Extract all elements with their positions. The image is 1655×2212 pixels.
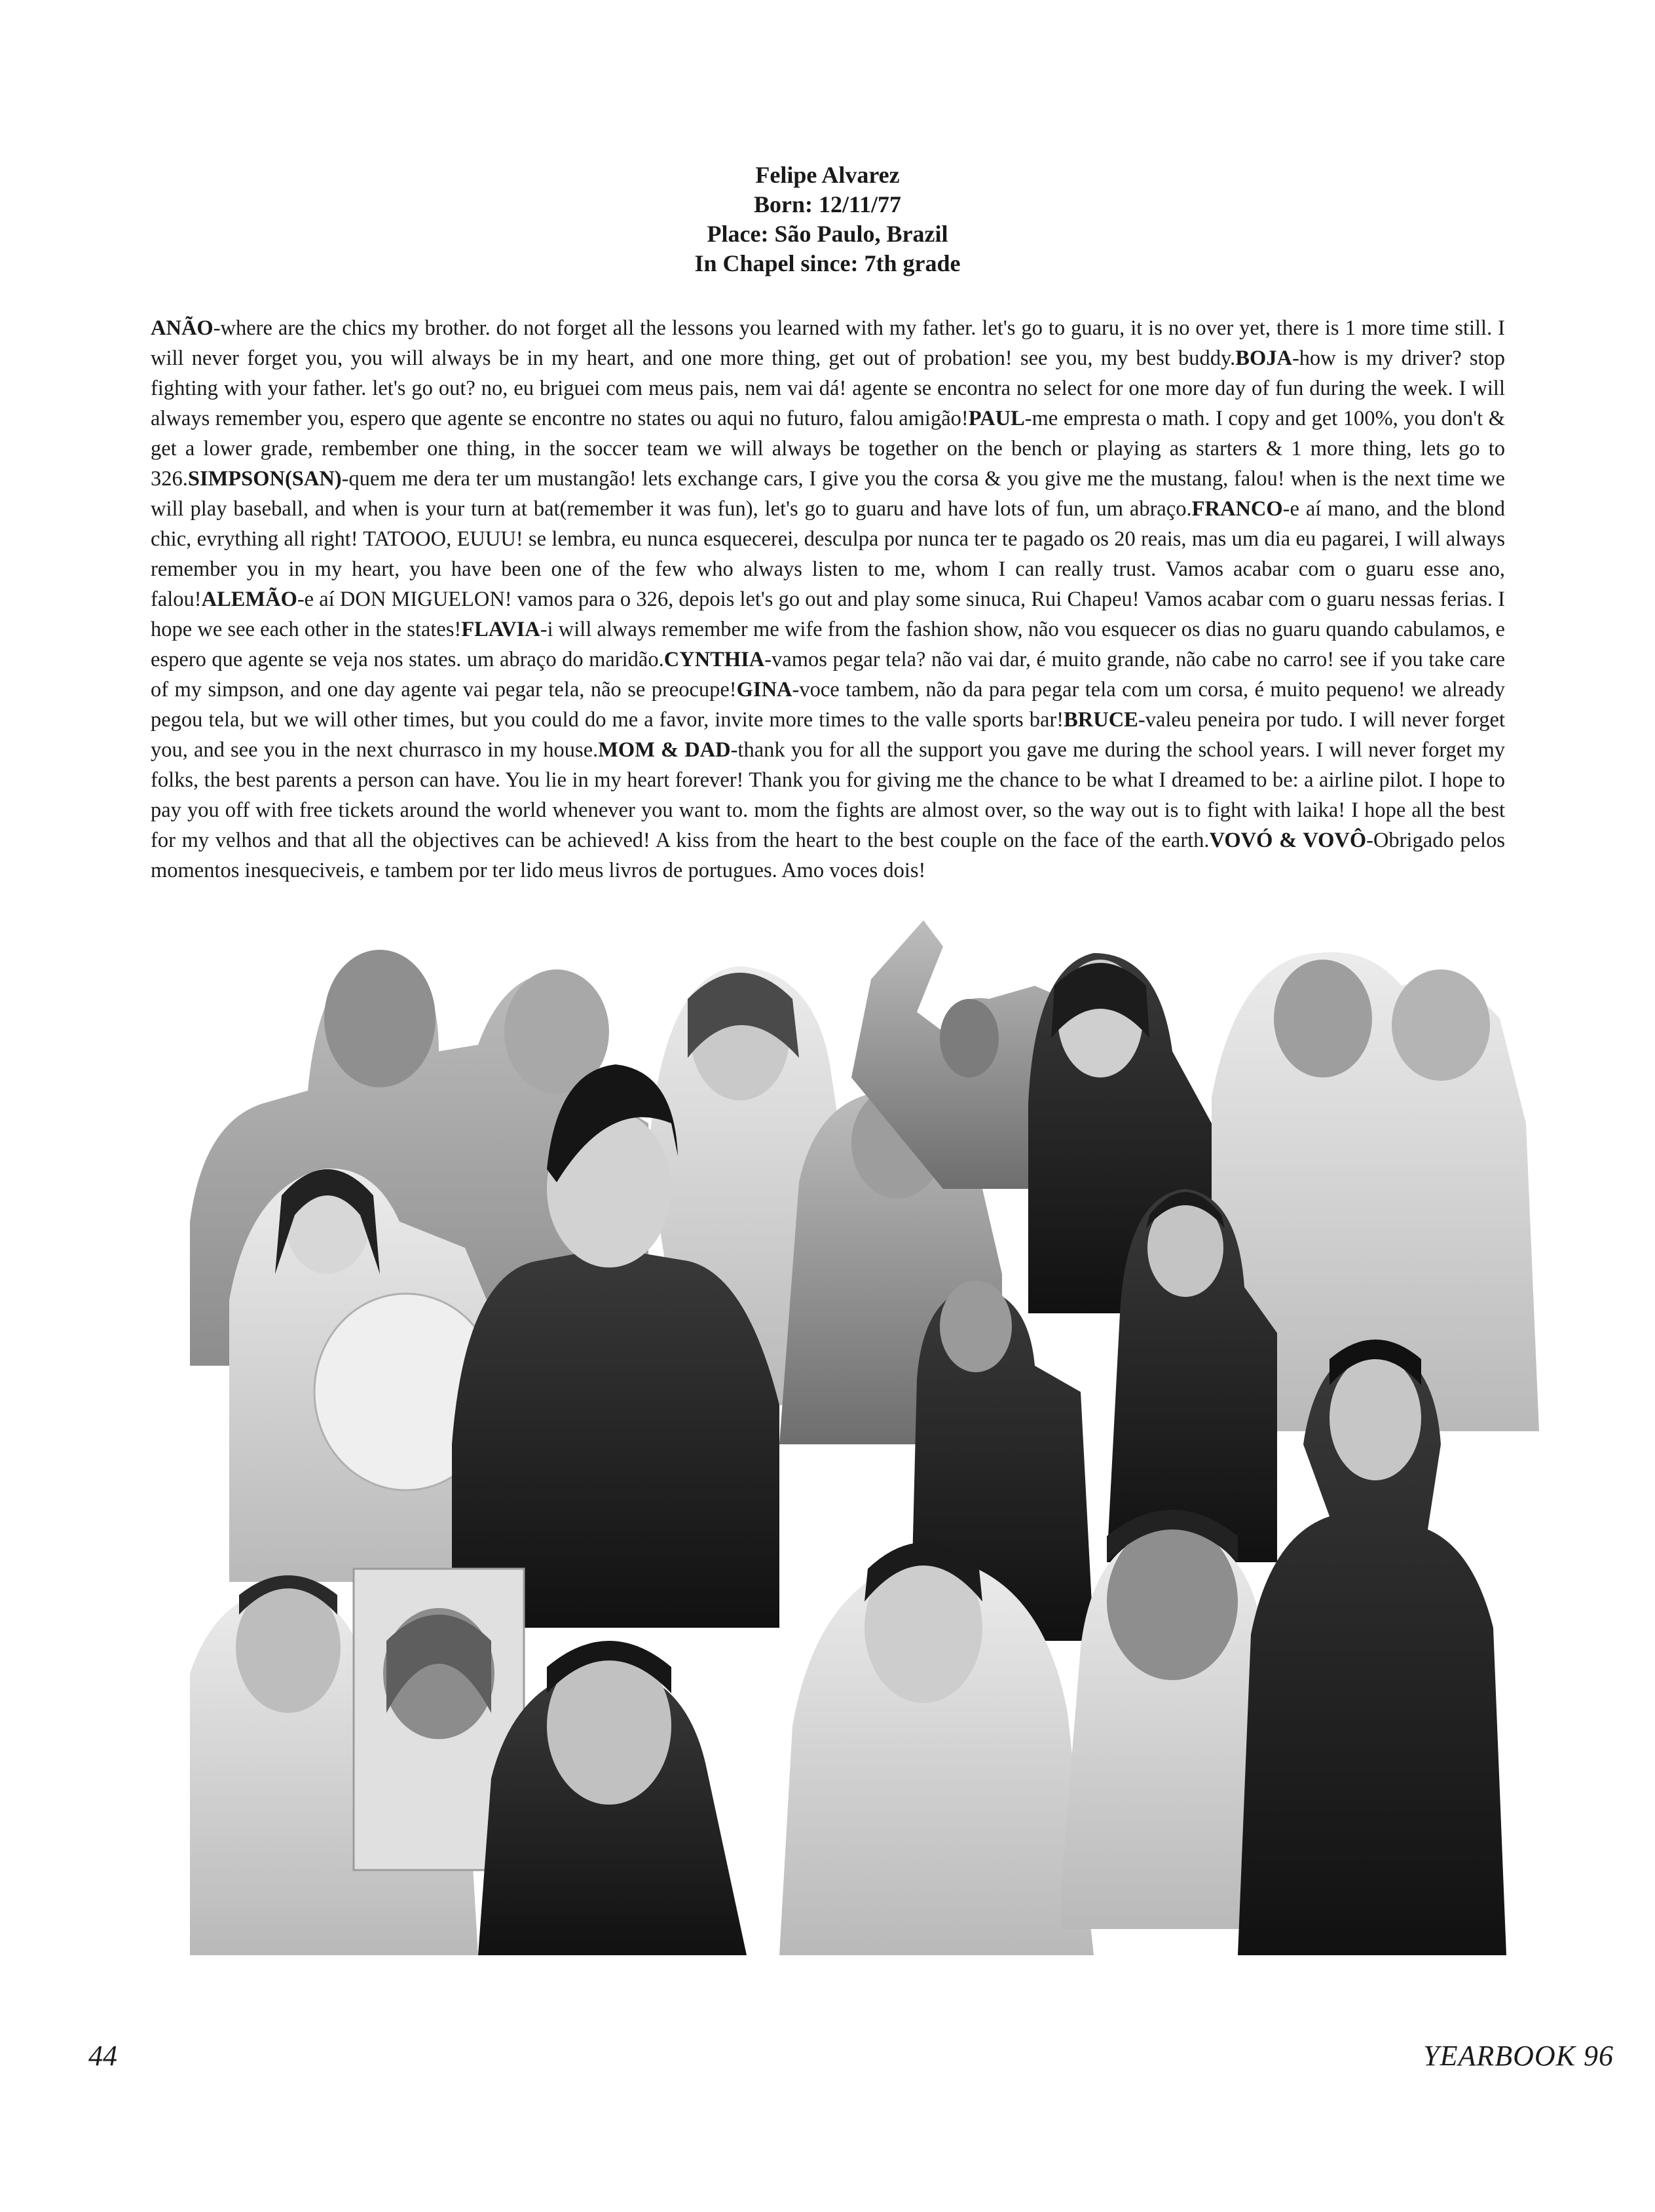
recipient-name: CYNTHIA xyxy=(663,648,765,671)
profile-header xyxy=(0,160,1655,278)
page-number: 44 xyxy=(88,2040,117,2072)
message-text: -Obrigado pelos momentos inesqueciveis, e tambem por ter lido meus livros de portugues. Amo voces dois! xyxy=(151,829,1505,882)
recipient-name: BRUCE xyxy=(1064,708,1138,732)
recipient-name: ANÃO xyxy=(151,316,214,340)
birth-date: Born: 12/11/77 xyxy=(753,191,902,217)
message-text: -e aí DON MIGUELON! vamos para o 326, depois let's go out and play some sinuca, Rui Chapeu! Vamos acabar com o guaru nessas ferias. I hope we see each other in the states! xyxy=(151,588,1505,641)
message-text: -where are the chics my brother. do not forget all the lessons you learned with my father. let's go to guaru, it is no over yet, there is 1 more time still. I will never forget you, you will always be in my heart, and one more thing, get out of probation! see you, my best buddy. xyxy=(151,316,1505,370)
recipient-name: FLAVIA xyxy=(461,618,540,641)
recipient-name: PAUL xyxy=(968,407,1025,430)
yearbook-label: YEARBOOK 96 xyxy=(1423,2040,1614,2072)
message-text: -how is my driver? stop fighting with your father. let's go out? no, eu briguei com meus pais, nem vai dá! agente se encontra no select for one more day of fun during the week. I will always remember you, espero que agente se encontre no states ou aqui no futuro, falou amigão! xyxy=(151,347,1505,430)
collage-graphic xyxy=(190,907,1559,1955)
photo-collage xyxy=(190,907,1559,1955)
recipient-name: SIMPSON(SAN) xyxy=(187,467,342,491)
photo-man-bow-tie xyxy=(1238,1340,1506,1955)
birth-place: Place: São Paulo, Brazil xyxy=(707,221,948,247)
chapel-since: In Chapel since: 7th grade xyxy=(694,250,961,276)
message-text: -valeu peneira por tudo. I will never forget you, and see you in the next churrasco in my house. xyxy=(151,708,1505,762)
message-text: -voce tambem, não da para pegar tela com um corsa, é muito pequeno! we already pegou tela, but we will other times, but you could do me a favor, invite more times to the valle sports bar! xyxy=(151,678,1505,732)
message-text: -thank you for all the support you gave me during the school years. I will never forget my folks, the best parents a person can have. You lie in my heart forever! Thank you for giving me the chance to be what I dreamed to be: a airline pilot. I hope to pay you off with free tickets around the world whenever you want to. mom the fights are almost over, so the way out is to fight with laika! I hope all the best for my velhos and that all the objectives can be achieved! A kiss from the heart to the best couple on the face of the earth. xyxy=(151,738,1505,852)
recipient-name: MOM & DAD xyxy=(598,738,731,762)
recipient-name: GINA xyxy=(736,678,792,702)
dedications-text xyxy=(151,313,1505,886)
message-text: -vamos pegar tela? não vai dar, é muito grande, não cabe no carro! see if you take care of my simpson, and one day agente vai pegar tela, não se preocupe! xyxy=(151,648,1506,702)
recipient-name: VOVÓ & VOVÔ xyxy=(1209,829,1367,852)
message-text: -i will always remember me wife from the fashion show, não vou esquecer os dias no guaru quando cabulamos, e espero que agente se veja nos states. um abraço do maridão. xyxy=(151,618,1505,671)
message-text: -quem me dera ter um mustangão! lets exchange cars, I give you the corsa & you give me the mustang, falou! when is the next time we will play baseball, and when is your turn at bat(remember it was fun), let's go to guaru and have lots of fun, um abraço. xyxy=(151,467,1505,521)
recipient-name: BOJA xyxy=(1235,347,1292,370)
recipient-name: ALEMÃO xyxy=(201,588,297,611)
student-name: Felipe Alvarez xyxy=(755,162,900,188)
message-text: -e aí mano, and the blond chic, evrything all right! TATOOO, EUUU! se lembra, eu nunca esquecerei, desculpa por nunca ter te pagado os 20 reais, mas um dia eu pagarei, I will always remember you in my heart, you have been one of the few who always listen to me, whom I can really trust. Vamos acabar com o guaru esse ano, falou! xyxy=(151,497,1505,611)
message-text: -me empresta o math. I copy and get 100%, you don't & get a lower grade, rembember one thing, in the soccer team we will always be together on the bench or playing as starters & 1 more thing, lets go to 326. xyxy=(151,407,1505,491)
recipient-name: FRANCO xyxy=(1191,497,1283,521)
